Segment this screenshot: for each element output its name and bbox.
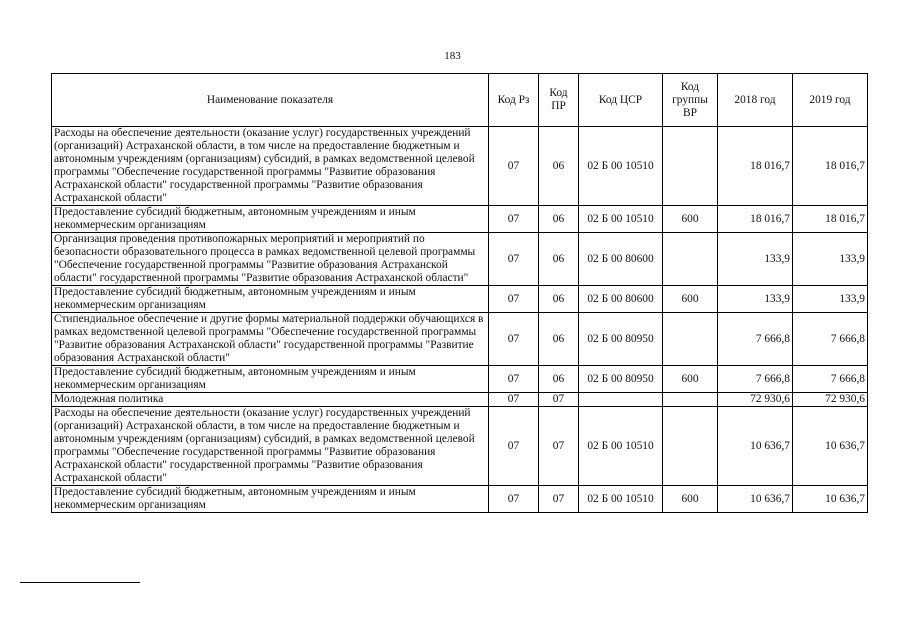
value-2018-cell: 18 016,7 [718, 206, 793, 233]
row-name-cell: Предоставление субсидий бюджетным, автономным учреждениям и иным некоммерческим организациям [52, 366, 489, 393]
value-2019-cell: 7 666,8 [793, 313, 868, 366]
csr-code-cell: 02 Б 00 10510 [579, 486, 663, 513]
value-2018-cell: 18 016,7 [718, 127, 793, 206]
vr-code-cell [663, 313, 718, 366]
header-year-2019: 2019 год [793, 74, 868, 127]
row-name-cell: Расходы на обеспечение деятельности (оказание услуг) государственных учреждений (организаций) Астраханской области, в том числе на предоставление бюджетным и автономным учреждениям (организациям) субсидий, в рамках ведомственной целевой программы "Обеспечение государственной программы "Развитие образования Астраханской области" государственной программы "Развитие образования Астраханской области" [52, 127, 489, 206]
csr-code-cell: 02 Б 00 10510 [579, 206, 663, 233]
csr-code-cell: 02 Б 00 80600 [579, 233, 663, 286]
vr-code-cell: 600 [663, 366, 718, 393]
vr-code-cell [663, 127, 718, 206]
rz-code-cell: 07 [489, 407, 539, 486]
vr-code-cell: 600 [663, 206, 718, 233]
pr-code-cell: 06 [539, 313, 579, 366]
table-row [52, 407, 868, 486]
table-row [52, 486, 868, 513]
table-row [52, 393, 868, 407]
table-body [52, 127, 868, 513]
csr-code-cell: 02 Б 00 80600 [579, 286, 663, 313]
vr-code-cell [663, 233, 718, 286]
value-2019-cell: 133,9 [793, 286, 868, 313]
row-name-cell: Расходы на обеспечение деятельности (оказание услуг) государственных учреждений (организаций) Астраханской области, в том числе на предоставление бюджетным и автономным учреждениям (организациям) субсидий, в рамках ведомственной целевой программы "Обеспечение государственной программы "Развитие образования Астраханской области" государственной программы "Развитие образования Астраханской области" [52, 407, 489, 486]
value-2018-cell: 133,9 [718, 286, 793, 313]
table-row [52, 313, 868, 366]
pr-code-cell: 06 [539, 233, 579, 286]
rz-code-cell: 07 [489, 486, 539, 513]
pr-code-cell: 07 [539, 393, 579, 407]
rz-code-cell: 07 [489, 286, 539, 313]
table-row [52, 366, 868, 393]
value-2018-cell: 7 666,8 [718, 366, 793, 393]
value-2019-cell: 18 016,7 [793, 206, 868, 233]
value-2018-cell: 133,9 [718, 233, 793, 286]
value-2019-cell: 10 636,7 [793, 407, 868, 486]
vr-code-cell [663, 393, 718, 407]
pr-code-cell: 07 [539, 407, 579, 486]
row-name-cell: Стипендиальное обеспечение и другие формы материальной поддержки обучающихся в рамках ведомственной целевой программы "Обеспечение государственной программы "Развитие образования Астраханской области" государственной программы "Развитие образования Астраханской области" [52, 313, 489, 366]
table-row [52, 286, 868, 313]
csr-code-cell [579, 393, 663, 407]
row-name-cell: Организация проведения противопожарных мероприятий и мероприятий по безопасности образовательного процесса в рамках ведомственной целевой программы "Обеспечение государственной программы "Развитие образования Астраханской области" государственной программы "Развитие образования Астраханской области" [52, 233, 489, 286]
csr-code-cell: 02 Б 00 10510 [579, 127, 663, 206]
value-2018-cell: 7 666,8 [718, 313, 793, 366]
rz-code-cell: 07 [489, 127, 539, 206]
table-row [52, 233, 868, 286]
row-name-cell: Предоставление субсидий бюджетным, автономным учреждениям и иным некоммерческим организациям [52, 486, 489, 513]
pr-code-cell: 06 [539, 286, 579, 313]
value-2019-cell: 133,9 [793, 233, 868, 286]
pr-code-cell: 07 [539, 486, 579, 513]
row-name-cell: Молодежная политика [52, 393, 489, 407]
budget-table [51, 73, 868, 513]
rz-code-cell: 07 [489, 313, 539, 366]
rz-code-cell: 07 [489, 233, 539, 286]
value-2019-cell: 7 666,8 [793, 366, 868, 393]
value-2019-cell: 10 636,7 [793, 486, 868, 513]
pr-code-cell: 06 [539, 206, 579, 233]
footnote-divider [20, 582, 140, 583]
header-year-2018: 2018 год [718, 74, 793, 127]
table-row [52, 206, 868, 233]
header-indicator-name: Наименование показателя [52, 74, 489, 127]
vr-code-cell [663, 407, 718, 486]
table-header-row [52, 74, 868, 127]
row-name-cell: Предоставление субсидий бюджетным, автономным учреждениям и иным некоммерческим организациям [52, 286, 489, 313]
rz-code-cell: 07 [489, 366, 539, 393]
header-pr-code: Код ПР [539, 74, 579, 127]
csr-code-cell: 02 Б 00 80950 [579, 366, 663, 393]
rz-code-cell: 07 [489, 393, 539, 407]
header-vr-code: Код группы ВР [663, 74, 718, 127]
csr-code-cell: 02 Б 00 10510 [579, 407, 663, 486]
value-2018-cell: 72 930,6 [718, 393, 793, 407]
row-name-cell: Предоставление субсидий бюджетным, автономным учреждениям и иным некоммерческим организациям [52, 206, 489, 233]
header-rz-code: Код Рз [489, 74, 539, 127]
rz-code-cell: 07 [489, 206, 539, 233]
value-2019-cell: 72 930,6 [793, 393, 868, 407]
value-2018-cell: 10 636,7 [718, 486, 793, 513]
vr-code-cell: 600 [663, 486, 718, 513]
vr-code-cell: 600 [663, 286, 718, 313]
value-2019-cell: 18 016,7 [793, 127, 868, 206]
table-row [52, 127, 868, 206]
header-csr-code: Код ЦСР [579, 74, 663, 127]
page-number: 183 [444, 50, 461, 62]
pr-code-cell: 06 [539, 127, 579, 206]
csr-code-cell: 02 Б 00 80950 [579, 313, 663, 366]
value-2018-cell: 10 636,7 [718, 407, 793, 486]
pr-code-cell: 06 [539, 366, 579, 393]
